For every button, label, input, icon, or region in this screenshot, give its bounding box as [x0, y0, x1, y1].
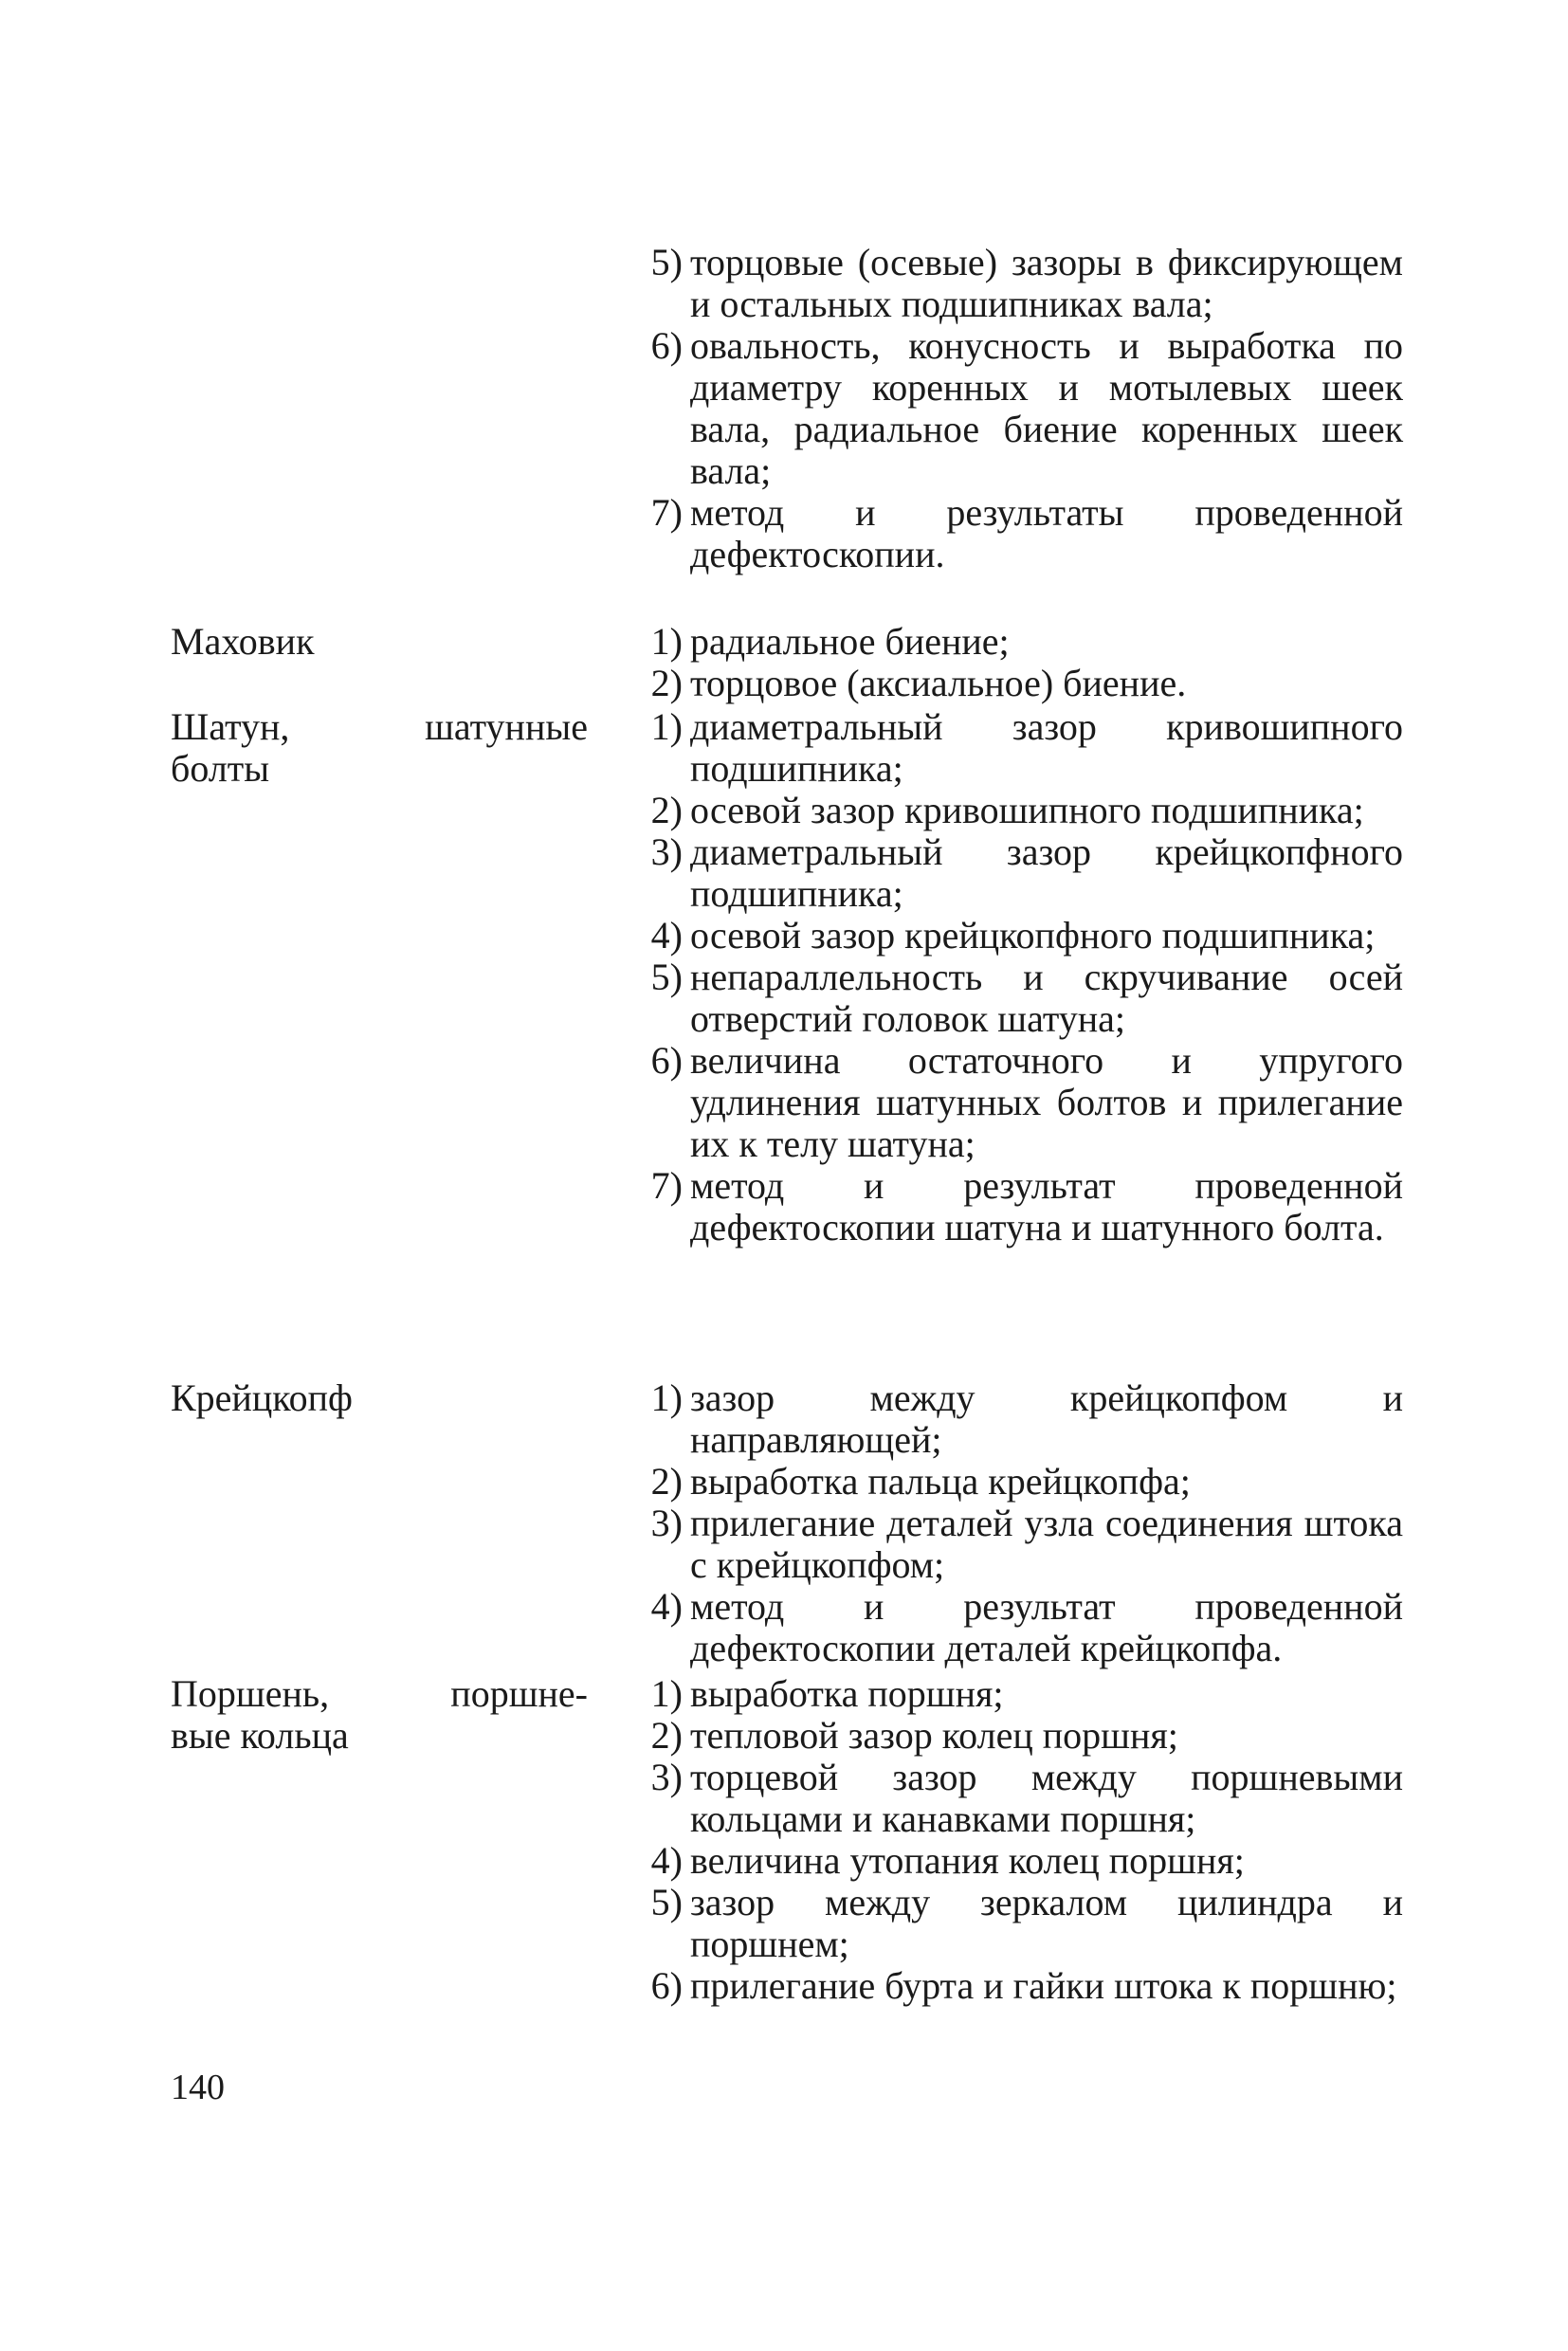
section-label: [171, 706, 588, 790]
item-text: тепловой зазор колец поршня;: [690, 1714, 1178, 1757]
item-text: торцовое (аксиальное) биение.: [690, 662, 1187, 704]
list-item: [616, 621, 1403, 663]
list-item: [616, 1503, 1403, 1586]
item-number: 5): [650, 241, 683, 283]
section-items: [616, 706, 1403, 1248]
item-number: 3): [650, 1756, 683, 1798]
item-number: 2): [650, 789, 683, 831]
item-text: прилегание деталей узла соединения штока с крейцкопфом;: [690, 1502, 1403, 1586]
item-text: зазор между зеркалом цилиндра и поршнем;: [690, 1881, 1403, 1965]
item-number: 3): [650, 830, 683, 873]
item-text: диаметральный зазор крейцкопфного подшипника;: [690, 830, 1403, 915]
item-text: величина остаточного и упругого удлинения шатунных болтов и прилегание их к телу шатуна;: [690, 1039, 1403, 1165]
item-number: 4): [650, 1585, 683, 1628]
item-text: метод и результат проведенной дефектоскопии шатуна и шатунного болта.: [690, 1164, 1403, 1248]
list-item: [616, 1461, 1403, 1503]
item-text: овальность, конусность и выработка по диаметру коренных и мотылевых шеек вала, радиальное биение коренных шеек вала;: [690, 324, 1403, 492]
section-items: [616, 1377, 1403, 1669]
item-text: осевой зазор крейцкопфного подшипника;: [690, 914, 1376, 957]
item-number: 1): [650, 620, 683, 663]
continued-items: [616, 242, 1403, 575]
section-label: [171, 1673, 588, 1757]
section-label-line1: Поршень, поршне-: [171, 1672, 588, 1715]
section-label: [171, 621, 588, 663]
list-item: [616, 1840, 1403, 1882]
list-item: [616, 831, 1403, 915]
item-text: величина утопания колец поршня;: [690, 1839, 1245, 1882]
section-label-line1: Крейцкопф: [171, 1376, 353, 1419]
item-number: 6): [650, 324, 683, 367]
section-label-line2: вые кольца: [171, 1714, 349, 1757]
list-item: [616, 706, 1403, 790]
list-item: [616, 492, 1403, 575]
item-text: прилегание бурта и гайки штока к поршню;: [690, 1964, 1397, 2007]
list-item: [616, 242, 1403, 325]
item-number: 6): [650, 1039, 683, 1082]
item-text: метод и результаты проведенной дефектоскопии.: [690, 491, 1403, 575]
item-number: 1): [650, 1672, 683, 1715]
item-number: 4): [650, 914, 683, 957]
item-number: 2): [650, 1714, 683, 1757]
item-number: 3): [650, 1502, 683, 1544]
item-number: 2): [650, 1460, 683, 1503]
item-text: выработка поршня;: [690, 1672, 1004, 1715]
item-number: 4): [650, 1839, 683, 1882]
page-number: 140: [171, 2068, 225, 2107]
item-number: 7): [650, 491, 683, 534]
item-number: 2): [650, 662, 683, 704]
item-number: 5): [650, 1881, 683, 1923]
section-label: [171, 1377, 588, 1419]
list-item: [616, 1040, 1403, 1165]
item-text: диаметральный зазор кривошипного подшипника;: [690, 705, 1403, 790]
list-item: [616, 1673, 1403, 1715]
section-label-line1: Маховик: [171, 620, 315, 663]
item-text: непараллельность и скручивание осей отверстий головок шатуна;: [690, 956, 1403, 1040]
list-item: [616, 915, 1403, 957]
list-item: [616, 1165, 1403, 1248]
section-items: [616, 1673, 1403, 2007]
item-text: радиальное биение;: [690, 620, 1010, 663]
item-text: зазор между крейцкопфом и направляющей;: [690, 1376, 1403, 1461]
section-label-line2: болты: [171, 747, 270, 790]
list-item: [616, 663, 1403, 704]
list-item: [616, 1586, 1403, 1669]
item-number: 6): [650, 1964, 683, 2007]
item-number: 7): [650, 1164, 683, 1207]
item-text: выработка пальца крейцкопфа;: [690, 1460, 1191, 1503]
item-text: торцовые (осевые) зазоры в фиксирующем и остальных подшипниках вала;: [690, 241, 1403, 325]
list-item: [616, 1882, 1403, 1965]
list-item: [616, 325, 1403, 492]
item-number: 1): [650, 1376, 683, 1419]
section-items: [616, 621, 1403, 704]
list-item: [616, 1757, 1403, 1840]
item-text: торцевой зазор между поршневыми кольцами и канавками поршня;: [690, 1756, 1403, 1840]
item-text: осевой зазор кривошипного подшипника;: [690, 789, 1364, 831]
list-item: [616, 790, 1403, 831]
item-number: 5): [650, 956, 683, 998]
list-item: [616, 1715, 1403, 1757]
list-item: [616, 1965, 1403, 2007]
item-text: метод и результат проведенной дефектоскопии деталей крейцкопфа.: [690, 1585, 1403, 1669]
section-label-line1: Шатун, шатунные: [171, 705, 588, 748]
list-item: [616, 957, 1403, 1040]
item-number: 1): [650, 705, 683, 748]
list-item: [616, 1377, 1403, 1461]
